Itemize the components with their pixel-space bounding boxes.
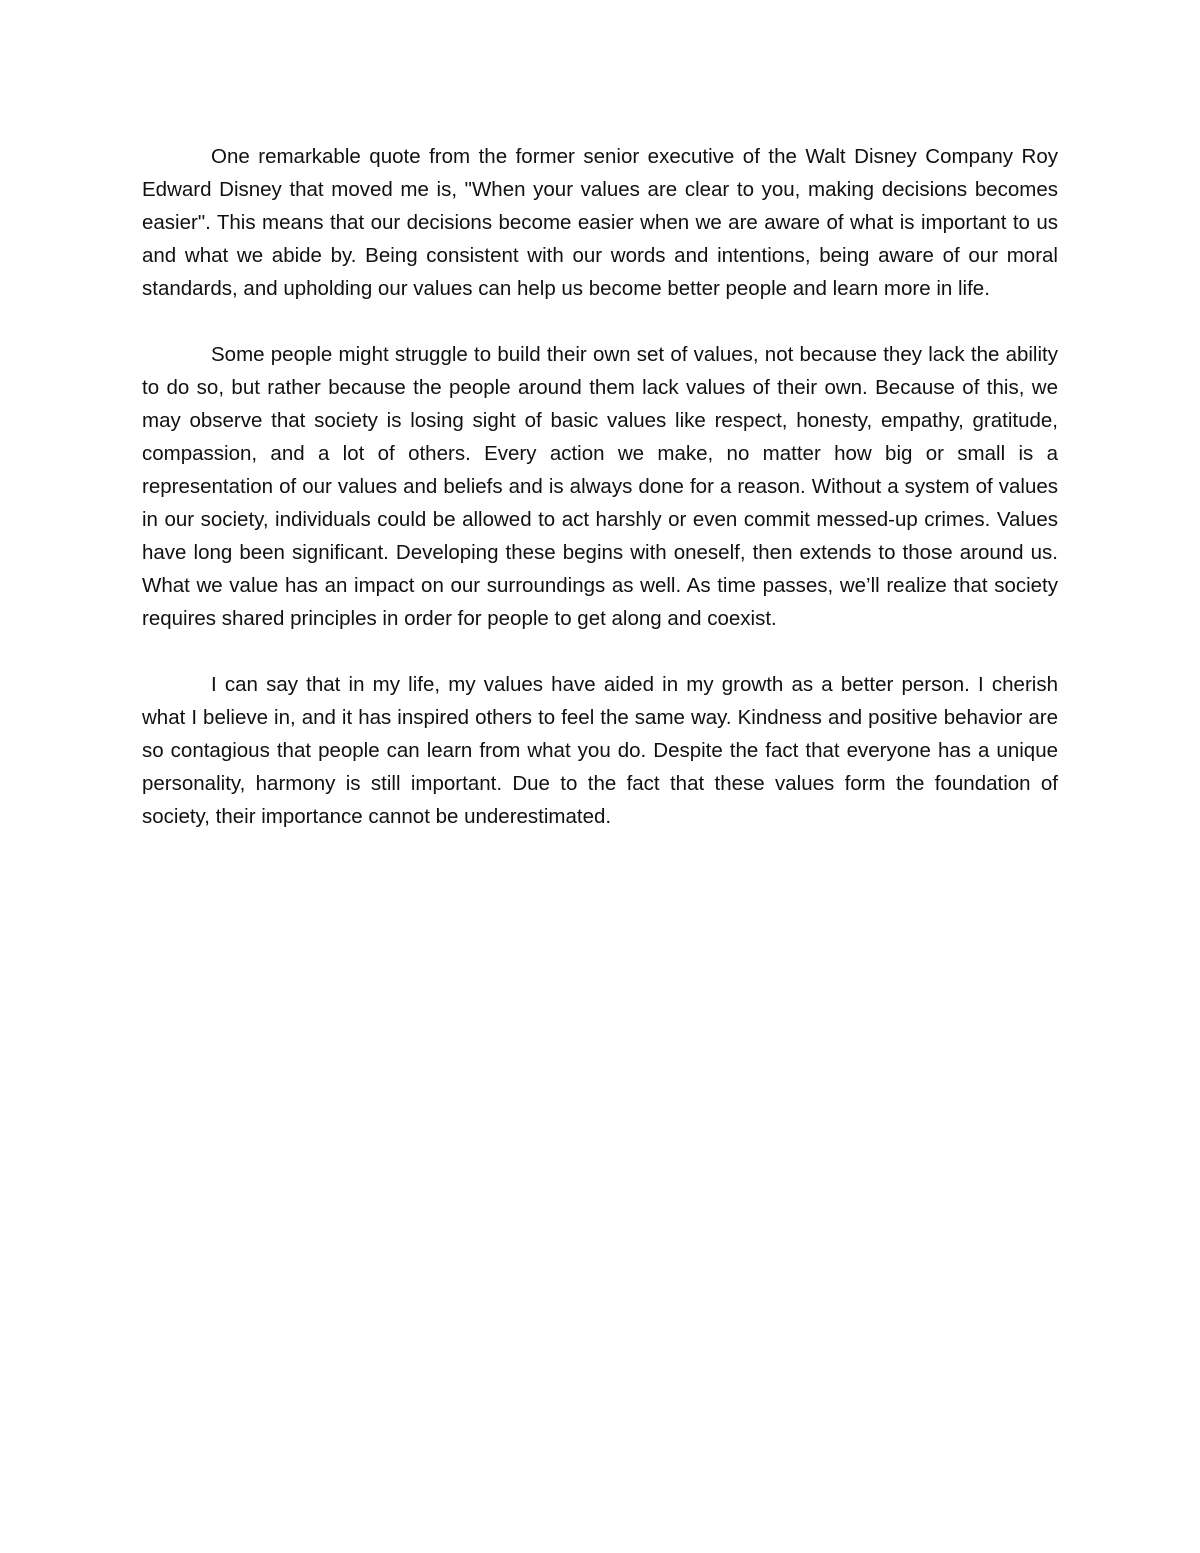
- paragraph-1: One remarkable quote from the former senior executive of the Walt Disney Company Roy Edward Disney that moved me is, "When your values are clear to you, making decisions becomes easier". This means that our decisions become easier when we are aware of what is important to us and what we abide by. Being consistent with our words and intentions, being aware of our moral standards, and upholding our values can help us become better people and learn more in life.: [142, 145, 1058, 300]
- paragraph-3: I can say that in my life, my values have aided in my growth as a better person. I cherish what I believe in, and it has inspired others to feel the same way. Kindness and positive behavior are so contagious that people can learn from what you do. Despite the fact that everyone has a unique personality, harmony is still important. Due to the fact that these values form the foundation of society, their importance cannot be underestimated.: [142, 673, 1058, 828]
- document-body: [142, 140, 1058, 833]
- paragraph-2: Some people might struggle to build their own set of values, not because they lack the ability to do so, but rather because the people around them lack values of their own. Because of this, we may observe that society is losing sight of basic values like respect, honesty, empathy, gratitude, compassion, and a lot of others. Every action we make, no matter how big or small is a representation of our values and beliefs and is always done for a reason. Without a system of values in our society, individuals could be allowed to act harshly or even commit messed-up crimes. Values have long been significant. Developing these begins with oneself, then extends to those around us. What we value has an impact on our surroundings as well. As time passes, we’ll realize that society requires shared principles in order for people to get along and coexist.: [142, 343, 1058, 630]
